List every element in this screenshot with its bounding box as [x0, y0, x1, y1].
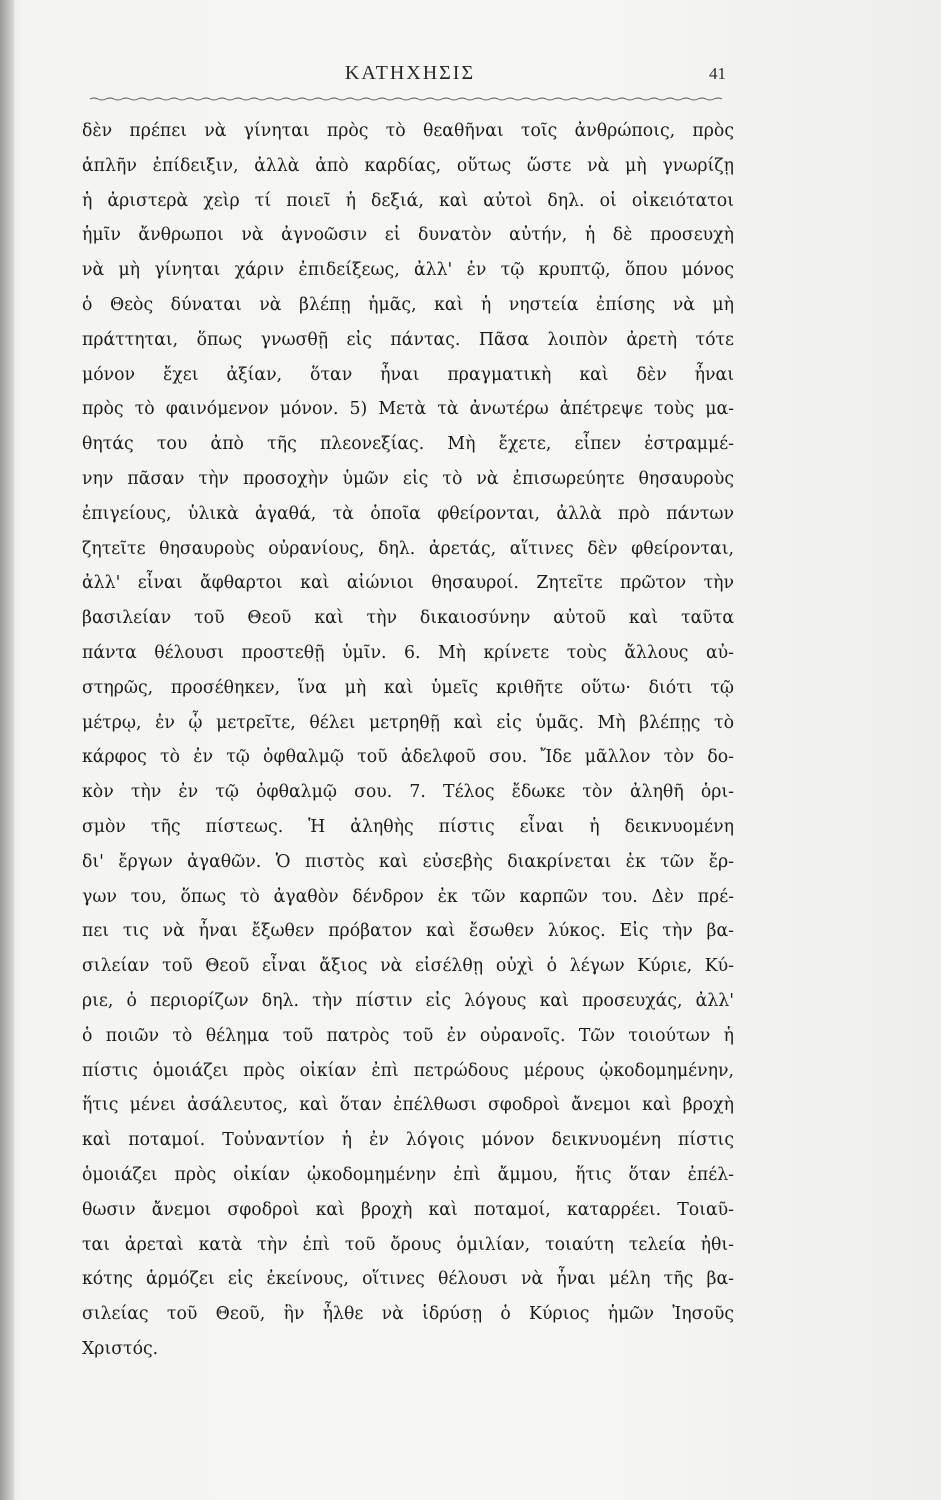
- text-line: μέτρῳ, ἐν ᾧ μετρεῖτε, θέλει μετρηθῇ καὶ εἰς ὑμᾶς. Μὴ βλέπῃς τὸ: [82, 712, 734, 733]
- text-line: θωσιν ἄνεμοι σφοδροὶ καὶ βροχὴ καὶ ποταμοί, καταρρέει. Τοιαῦ-: [82, 1199, 734, 1220]
- text-line: ἁπλῆν ἐπίδειξιν, ἀλλὰ ἀπὸ καρδίας, οὕτως ὥστε νὰ μὴ γνωρίζῃ: [82, 155, 734, 176]
- text-line: βασιλείαν τοῦ Θεοῦ καὶ τὴν δικαιοσύνην αὐτοῦ καὶ ταῦτα: [82, 608, 734, 629]
- text-line: καὶ ποταμοί. Τοὐναντίον ἡ ἐν λόγοις μόνον δεικνυομένη πίστις: [82, 1130, 734, 1151]
- text-line: ριε, ὁ περιορίζων δηλ. τὴν πίστιν εἰς λόγους καὶ προσευχάς, ἀλλ': [82, 990, 734, 1011]
- text-line: δὲν πρέπει νὰ γίνηται πρὸς τὸ θεαθῆναι τοῖς ἀνθρώποις, πρὸς: [82, 121, 734, 141]
- text-line: Χριστός.: [82, 1338, 159, 1359]
- text-line: ται ἀρεταὶ κατὰ τὴν ἐπὶ τοῦ ὄρους ὁμιλίαν, τοιαύτη τελεία ἠθι-: [82, 1234, 734, 1255]
- text-line: μόνον ἔχει ἀξίαν, ὅταν ἦναι πραγματικὴ καὶ δὲν ἦναι: [82, 364, 734, 385]
- text-line: σιλείαν τοῦ Θεοῦ εἶναι ἄξιος νὰ εἰσέλθῃ οὐχὶ ὁ λέγων Κύριε, Κύ-: [82, 956, 734, 977]
- text-line: θητάς του ἀπὸ τῆς πλεονεξίας. Μὴ ἔχετε, εἶπεν ἐστραμμέ-: [82, 434, 734, 455]
- text-line: νην πᾶσαν τὴν προσοχὴν ὑμῶν εἰς τὸ νὰ ἐπισωρεύητε θησαυροὺς: [82, 468, 734, 489]
- text-line: ἡ ἀριστερὰ χεὶρ τί ποιεῖ ἡ δεξιά, καὶ αὐτοὶ δηλ. οἱ οἰκειότατοι: [82, 190, 734, 211]
- text-line: ὁμοιάζει πρὸς οἰκίαν ᾠκοδομημένην ἐπὶ ἄμμου, ἥτις ὅταν ἐπέλ-: [82, 1164, 734, 1185]
- text-line: πει τις νὰ ἦναι ἔξωθεν πρόβατον καὶ ἔσωθεν λύκος. Εἰς τὴν βα-: [82, 921, 734, 942]
- text-line: κὸν τὴν ἐν τῷ ὀφθαλμῷ σου. 7. Τέλος ἔδωκε τὸν ἀληθῆ ὁρι-: [82, 782, 734, 803]
- text-line: ζητεῖτε θησαυροὺς οὐρανίους, δηλ. ἀρετάς, αἵτινες δὲν φθείρονται,: [82, 538, 734, 559]
- text-line: πρὸς τὸ φαινόμενον μόνον. 5) Μετὰ τὰ ἀνωτέρω ἀπέτρεψε τοὺς μα-: [82, 399, 734, 420]
- body-text: [82, 114, 734, 1367]
- text-line: στηρῶς, προσέθηκεν, ἵνα μὴ καὶ ὑμεῖς κριθῆτε οὕτω· διότι τῷ: [82, 677, 734, 698]
- text-line: ὁ Θεὸς δύναται νὰ βλέπῃ ἡμᾶς, καὶ ἡ νηστεία ἐπίσης νὰ μὴ: [82, 294, 734, 315]
- text-line: πίστις ὁμοιάζει πρὸς οἰκίαν ἐπὶ πετρώδους μέρους ᾠκοδομημένην,: [82, 1060, 734, 1081]
- text-line: κότης ἁρμόζει εἰς ἐκείνους, οἵτινες θέλουσι νὰ ἦναι μέλη τῆς βα-: [82, 1269, 734, 1290]
- text-line: πράττηται, ὅπως γνωσθῇ εἰς πάντας. Πᾶσα λοιπὸν ἀρετὴ τότε: [82, 329, 734, 350]
- text-line: σμὸν τῆς πίστεως. Ἡ ἀληθὴς πίστις εἶναι ἡ δεικνυομένη: [82, 816, 734, 837]
- text-line: πάντα θέλουσι προστεθῇ ὑμῖν. 6. Μὴ κρίνετε τοὺς ἄλλους αὐ-: [82, 642, 734, 663]
- text-line: γων του, ὅπως τὸ ἀγαθὸν δένδρον ἐκ τῶν καρπῶν του. Δὲν πρέ-: [82, 886, 734, 907]
- text-line: δι' ἔργων ἀγαθῶν. Ὁ πιστὸς καὶ εὐσεβὴς διακρίνεται ἐκ τῶν ἔρ-: [82, 851, 734, 872]
- text-line: ἐπιγείους, ὑλικὰ ἀγαθά, τὰ ὁποῖα φθείρονται, ἀλλὰ πρὸ πάντων: [82, 503, 734, 524]
- header-rule: [90, 96, 726, 102]
- running-title: ΚΑΤΗΧΗΣΙΣ: [344, 62, 476, 84]
- text-line: νὰ μὴ γίνηται χάριν ἐπιδείξεως, ἀλλ' ἐν τῷ κρυπτῷ, ὅπου μόνος: [82, 260, 734, 281]
- text-line: κάρφος τὸ ἐν τῷ ὀφθαλμῷ τοῦ ἀδελφοῦ σου. Ἴδε μᾶλλον τὸν δο-: [82, 747, 734, 768]
- text-line: σιλείας τοῦ Θεοῦ, ἣν ἦλθε νὰ ἱδρύσῃ ὁ Κύριος ἡμῶν Ἰησοῦς: [82, 1304, 734, 1325]
- binding-shadow: [0, 0, 14, 1500]
- text-line: ἡμῖν ἄνθρωποι νὰ ἀγνοῶσιν εἰ δυνατὸν αὐτήν, ἡ δὲ προσευχὴ: [82, 225, 734, 246]
- page-number: 41: [709, 64, 726, 83]
- text-line: ὁ ποιῶν τὸ θέλημα τοῦ πατρὸς τοῦ ἐν οὐρανοῖς. Τῶν τοιούτων ἡ: [82, 1025, 734, 1046]
- page-header: [80, 62, 740, 92]
- text-line: ἀλλ' εἶναι ἄφθαρτοι καὶ αἰώνιοι θησαυροί. Ζητεῖτε πρῶτον τὴν: [82, 573, 734, 594]
- text-line: ἥτις μένει ἀσάλευτος, καὶ ὅταν ἐπέλθωσι σφοδροὶ ἄνεμοι καὶ βροχὴ: [82, 1095, 734, 1116]
